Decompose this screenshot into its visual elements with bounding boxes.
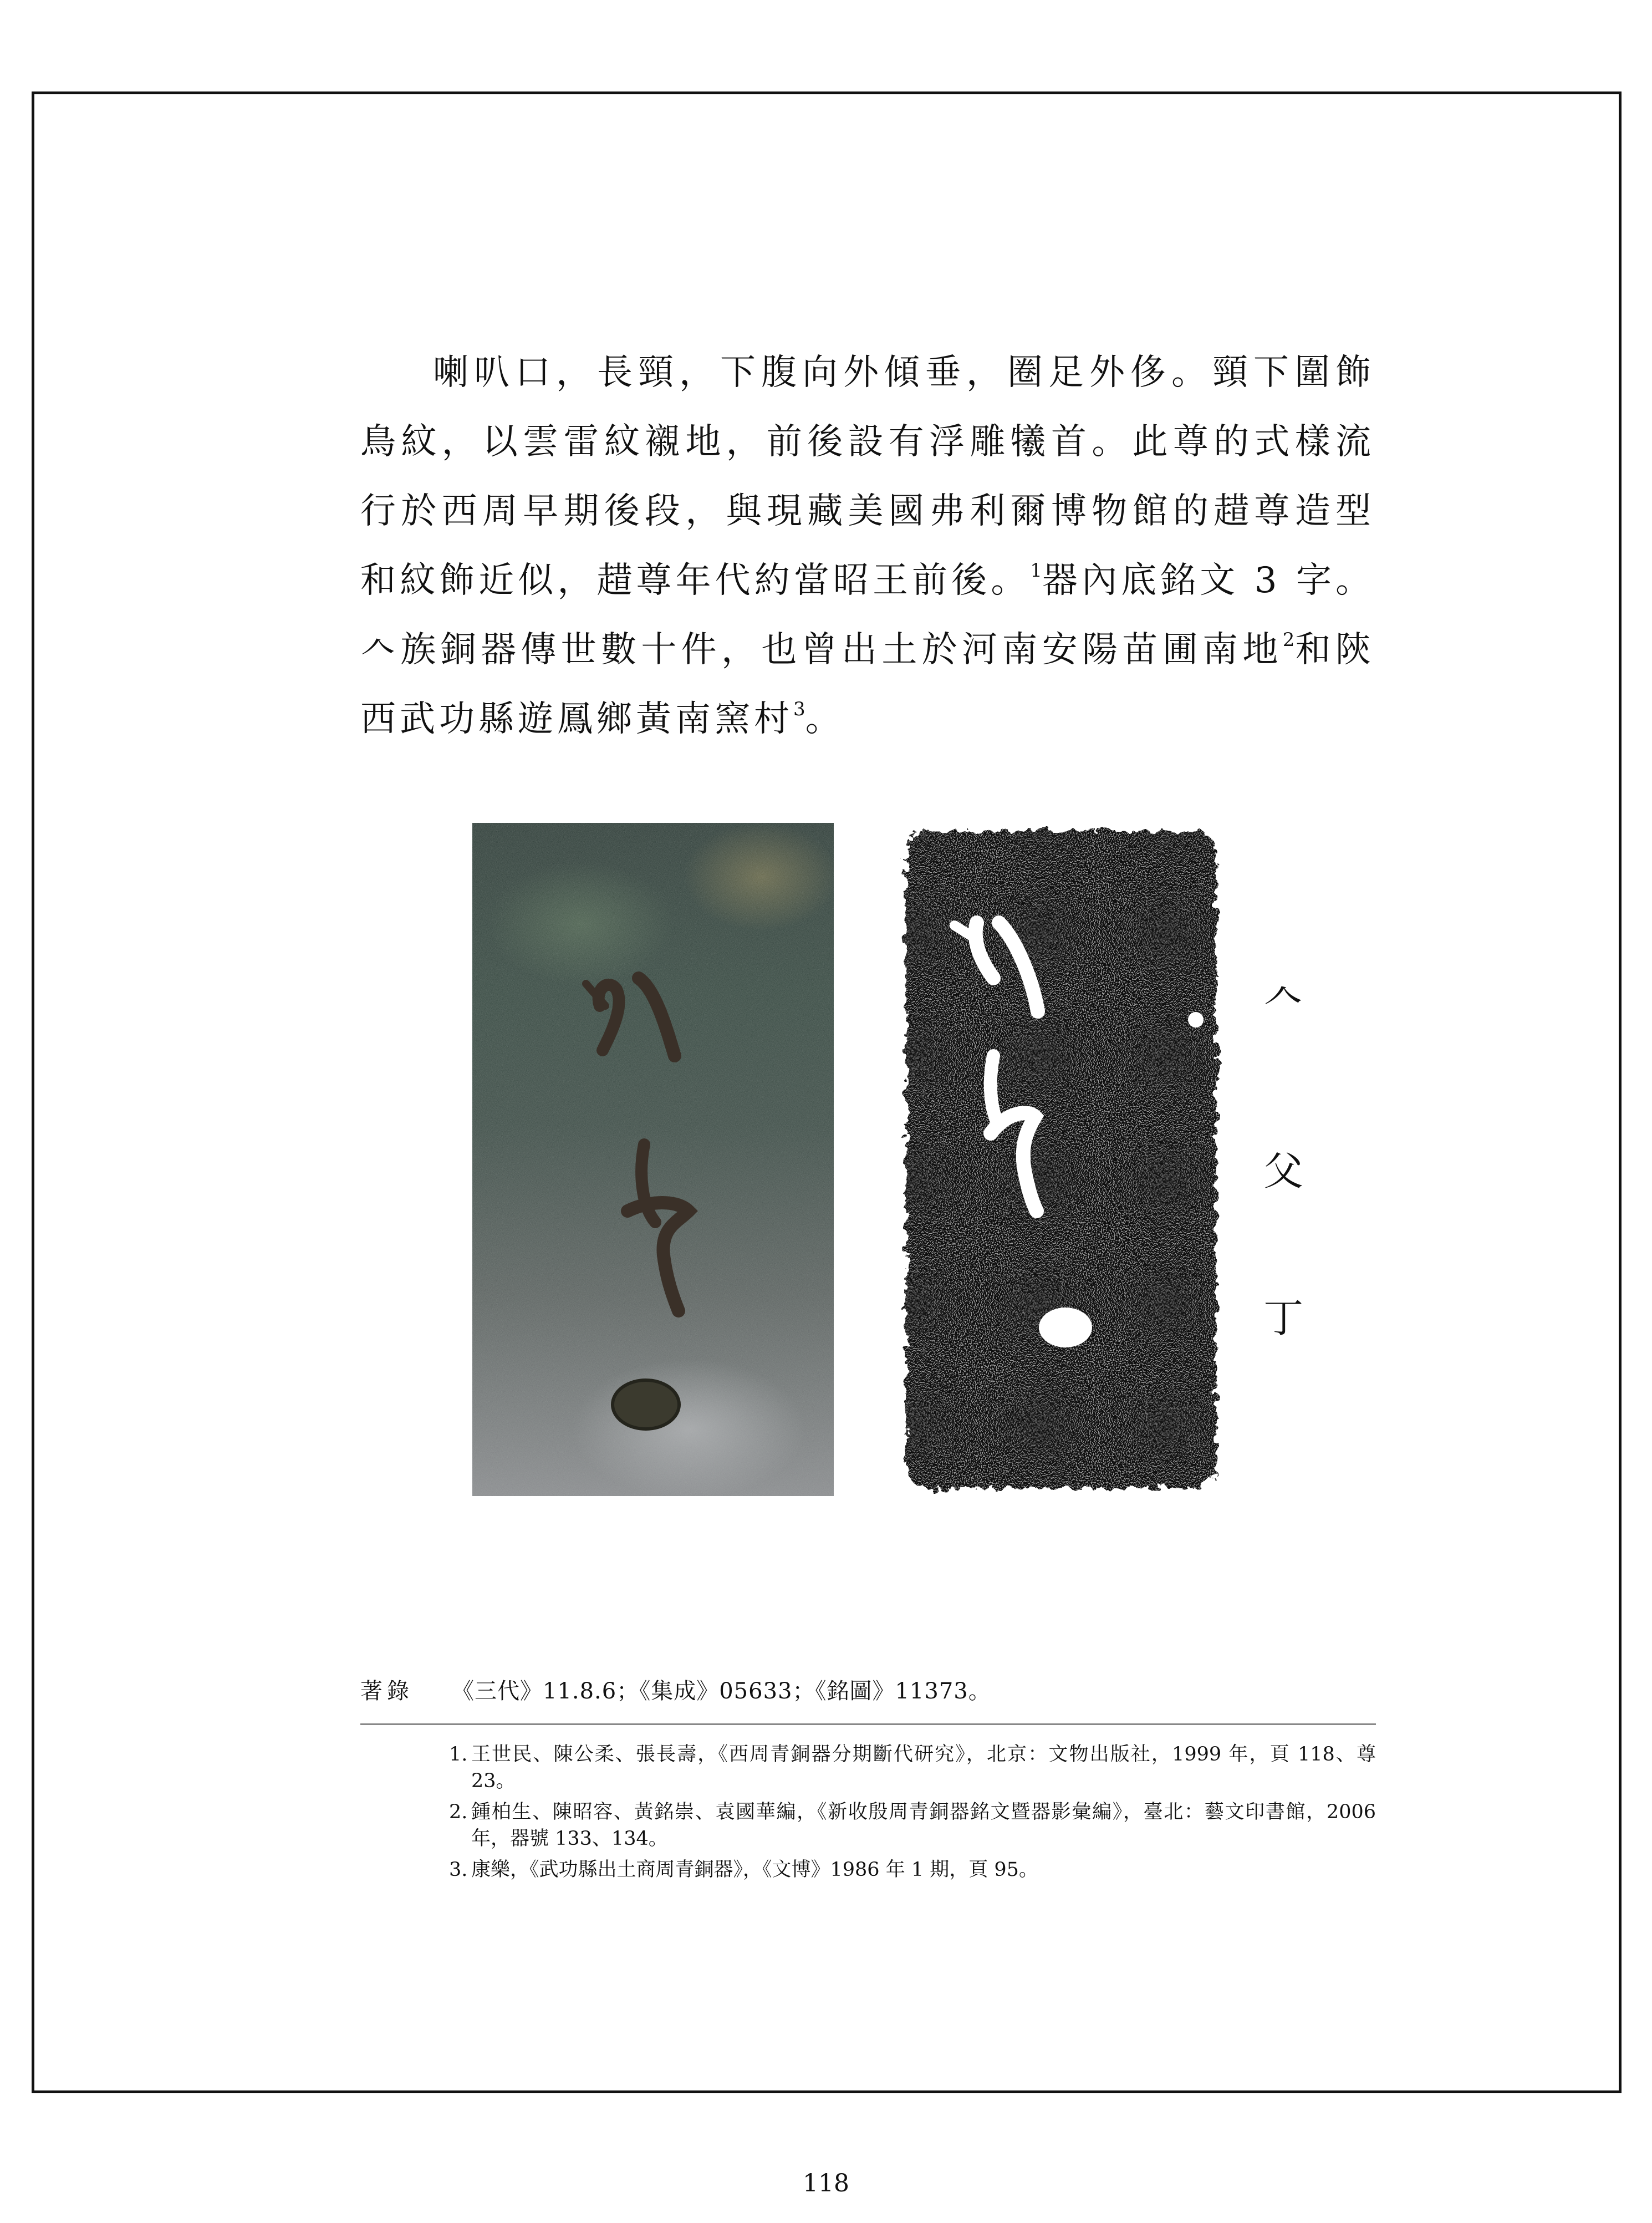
body-text-1: 喇叭口，長頸，下腹向外傾垂，圈足外侈。頸下圍飾鳥紋，以雲雷紋襯地，前後設有浮雕犧首。此尊的式樣流行於西周早期後段，與現藏美國弗利爾博物館的趞尊造型和紋飾近似，趞尊年代約當昭王前後。: [360, 352, 1375, 601]
record-label: 著錄: [360, 1678, 414, 1704]
footnote-ref-3[interactable]: 3: [793, 698, 805, 720]
footnotes-list: [449, 1741, 1376, 1888]
inscription-photo: [472, 823, 834, 1496]
footnote-2: [449, 1799, 1376, 1852]
footnote-text: 康樂，《武功縣出土商周青銅器》，《文博》1986 年 1 期，頁 95。: [471, 1859, 1038, 1881]
inscription-char-1: 𠆢: [1263, 975, 1303, 1021]
body-text-4: 和陝西武功縣遊鳳鄉黃南窯村: [360, 629, 1375, 740]
inscription-char-2: 父: [1263, 1148, 1303, 1194]
record-text: 《三代》11.8.6；《集成》05633；《銘圖》11373。: [452, 1678, 991, 1704]
page-number: 118: [803, 2169, 849, 2197]
body-paragraph: [360, 338, 1375, 754]
inscription-char-3: 丁: [1263, 1295, 1303, 1341]
inscription-transcription: [1253, 976, 1314, 1364]
body-text-2: 器內底銘文 3 字。: [1042, 560, 1375, 601]
footnote-text: 鍾柏生、陳昭容、黃銘崇、袁國華編，《新收殷周青銅器銘文暨器影彙編》，臺北：藝文印書館，2006 年，器號 133、134。: [471, 1801, 1376, 1850]
body-text-3: 族銅器傳世數十件，也曾出土於河南安陽苗圃南地: [400, 629, 1283, 670]
footnote-1: [449, 1741, 1376, 1794]
photo-inscription-strokes: [472, 823, 834, 1496]
footnote-number: 2.: [449, 1801, 468, 1823]
clan-glyph: 𠆢: [360, 629, 401, 670]
inscription-rubbing: [894, 823, 1226, 1496]
footnote-divider: [360, 1723, 1376, 1725]
footnote-number: 1.: [449, 1743, 468, 1766]
footnote-3: [449, 1856, 1376, 1883]
footnote-text: 王世民、陳公柔、張長壽，《西周青銅器分期斷代研究》，北京：文物出版社，1999 年，頁 118、尊 23。: [471, 1743, 1376, 1792]
body-text-5: 。: [805, 699, 845, 740]
footnote-ref-1[interactable]: 1: [1030, 559, 1042, 582]
footnote-number: 3.: [449, 1859, 468, 1881]
rubbing-graphic: [894, 823, 1226, 1496]
footnote-ref-2[interactable]: 2: [1282, 629, 1295, 651]
